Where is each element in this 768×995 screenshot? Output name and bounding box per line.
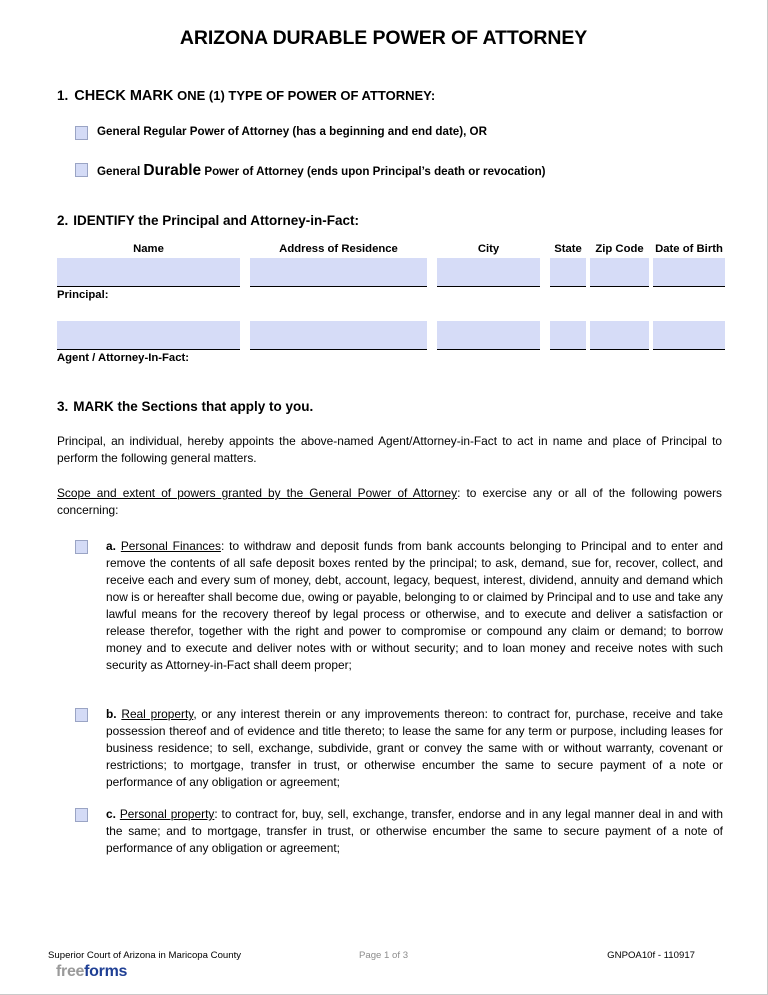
identify-table: [57, 243, 725, 366]
column-header-name: Name: [133, 243, 164, 255]
section-3-heading-text: MARK the Sections that apply to you.: [73, 399, 314, 414]
footer-form-code: GNPOA10f - 110917: [607, 950, 695, 961]
clause-body-c: : to contract for, buy, sell, exchange, transfer, endorse and in any legal manner deal in and with the same; and to mortgage, transfer in trust, or otherwise encumber the same to secure payment of a note of performance of any obligation or agreement;: [106, 807, 723, 856]
clause-title-real-property: Real property: [121, 707, 194, 721]
row-label-principal: Principal:: [57, 289, 109, 302]
clause-personal-property-text: [106, 806, 723, 857]
clause-real-property[interactable]: [75, 706, 723, 791]
section-2-number: 2.: [57, 213, 69, 228]
input-agent-state[interactable]: [550, 321, 586, 350]
column-header-zip: Zip Code: [595, 243, 644, 255]
section-2-heading-text: IDENTIFY the Principal and Attorney-in-Fact:: [73, 213, 360, 228]
table-row-principal: [57, 258, 725, 287]
clause-personal-property[interactable]: [75, 806, 723, 857]
input-principal-state[interactable]: [550, 258, 586, 287]
option-general-durable[interactable]: [75, 162, 546, 180]
input-agent-zip[interactable]: [590, 321, 649, 350]
option-general-durable-suffix: Power of Attorney (ends upon Principal’s death or revocation): [201, 165, 546, 178]
logo-text-forms: forms: [84, 963, 128, 980]
section-1-heading: [57, 88, 435, 105]
section-1-number: 1.: [57, 88, 69, 103]
column-header-address: Address of Residence: [279, 243, 398, 255]
section-3-heading: [57, 399, 313, 415]
clause-title-personal-finances: Personal Finances: [120, 539, 221, 553]
option-general-regular-label: General Regular Power of Attorney (has a beginning and end date), OR: [97, 125, 487, 138]
input-principal-dob[interactable]: [653, 258, 725, 287]
input-principal-zip[interactable]: [590, 258, 649, 287]
checkbox-personal-property[interactable]: [75, 808, 88, 822]
input-principal-city[interactable]: [437, 258, 540, 287]
section-1-heading-emphasis: CHECK MARK: [74, 88, 174, 104]
section-2-heading: [57, 213, 359, 229]
input-principal-address[interactable]: [250, 258, 427, 287]
section-3-number: 3.: [57, 399, 69, 414]
input-agent-city[interactable]: [437, 321, 540, 350]
column-header-dob: Date of Birth: [655, 243, 723, 255]
logo-text-free: free: [56, 963, 85, 980]
freeforms-logo: [56, 964, 127, 980]
option-general-durable-prefix: General: [97, 165, 144, 178]
clause-body-a: : to withdraw and deposit funds from bank accounts belonging to Principal and to enter and remove the contents of all safe deposit boxes rented by the principal; to ask, demand, sue for, recover, collect, and receive each and every sum of money, debt, account, legacy, bequest, interest, dividend, annuity and demand which now is or hereafter shall become due, owing or payable, belonging to or claimed by Principal and to use and take any lawful means for the recovery thereof by legal process or otherwise, and to execute and deliver a satisfaction or release therefor, together with the right and power to compromise or compound any claim or demand; to borrow money and to execute and deliver notes with or without security; and to loan money and receive notes with such security as Attorney-in-Fact shall deem proper;: [106, 539, 723, 673]
table-row-agent: [57, 321, 725, 350]
scope-paragraph: [57, 485, 722, 519]
page-footer: [0, 950, 767, 995]
clause-title-personal-property: Personal property: [119, 807, 215, 821]
scope-underlined-text: Scope and extent of powers granted by the General Power of Attorney: [57, 486, 458, 500]
checkbox-general-durable[interactable]: [75, 163, 88, 177]
checkbox-general-regular[interactable]: [75, 126, 88, 140]
option-general-regular[interactable]: [75, 125, 487, 140]
clause-letter-a: a.: [106, 539, 116, 553]
footer-court-name: Superior Court of Arizona in Maricopa County: [48, 950, 242, 961]
clause-personal-finances-text: [106, 538, 723, 674]
clause-personal-finances[interactable]: [75, 538, 723, 674]
column-header-city: City: [477, 243, 500, 255]
identify-table-header: [57, 243, 725, 255]
option-general-durable-emphasis: Durable: [143, 162, 202, 179]
checkbox-personal-finances[interactable]: [75, 540, 88, 554]
footer-page-number: Page 1 of 3: [358, 950, 409, 961]
input-principal-name[interactable]: [57, 258, 240, 287]
clause-body-b: , or any interest therein or any improvements thereon: to contract for, purchase, receive and take possession thereof and of evidence and title thereto; to lease the same for any term or purpose, including leases for business residence; to sell, exchange, subdivide, grant or convey the same with or without warranty, covenant or restrictions; to mortgage, transfer in trust, or otherwise encumber the same to secure payment of a note or performance of any obligation or agreement;: [106, 707, 723, 790]
checkbox-real-property[interactable]: [75, 708, 88, 722]
clause-real-property-text: [106, 706, 723, 791]
input-agent-name[interactable]: [57, 321, 240, 350]
clause-letter-b: b.: [106, 707, 117, 721]
row-label-agent: Agent / Attorney-In-Fact:: [57, 351, 189, 364]
input-agent-dob[interactable]: [653, 321, 725, 350]
clause-letter-c: c.: [106, 807, 116, 821]
appointment-paragraph: Principal, an individual, hereby appoints the above-named Agent/Attorney-in-Fact to act in name and place of Principal to perform the following general matters.: [57, 434, 722, 465]
scope-rest-text: : to exercise any or all of the following powers concerning:: [57, 486, 723, 517]
section-1-heading-rest: ONE (1) TYPE OF POWER OF ATTORNEY:: [177, 88, 436, 103]
column-header-state: State: [554, 243, 582, 255]
page-title: ARIZONA DURABLE POWER OF ATTORNEY: [179, 27, 588, 49]
option-general-durable-label: [97, 162, 546, 180]
input-agent-address[interactable]: [250, 321, 427, 350]
